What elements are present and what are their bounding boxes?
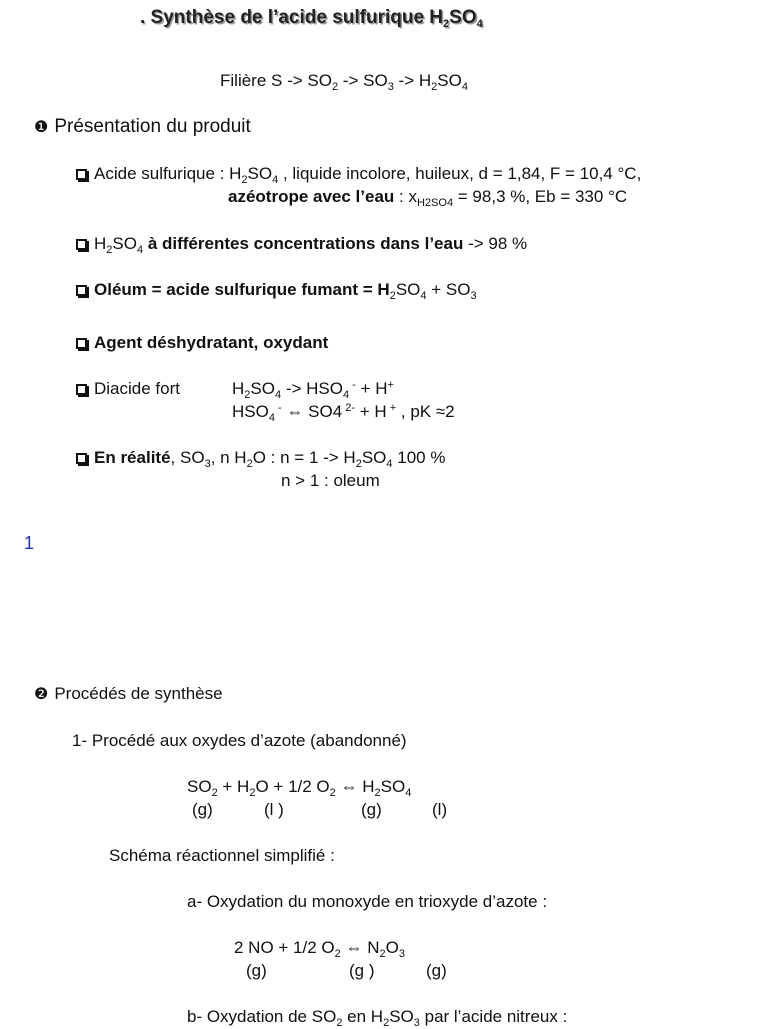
item-agent: Agent déshydratant, oxydant [76,333,328,353]
reaction-1-state-3: (l) [432,800,448,819]
reaction-2-state-1: (g ) [349,961,375,980]
item-oleum: Oléum = acide sulfurique fumant = $H_2SO_4 + SO_3$ [76,280,477,300]
reaction-1-state-1: (l ) [264,800,284,819]
step-b-heading: b- Oxydation de $SO_2$ en $H_2SO_3$ par l’acide nitreux : [187,1007,568,1029]
item-concentrations: $H_2SO_4$ à différentes concentrations dans l’eau -> 98 % [76,234,527,254]
item-acide-sulfurique: Acide sulfurique : $H_2SO_4$ , liquide incolore, huileux, d = 1,84, F = 10,4 °C, [76,164,641,184]
item-realite: En réalité, $SO_3$, n $H_2O$ : $n = 1 -> H_2SO_4$ 100 % [76,448,445,468]
bullet-1-icon: ❶ [34,119,49,136]
filiere-line: Filière $S -> SO_2 -> SO_3 -> H_2SO_4$ [220,71,468,93]
procede-1-heading: 1- Procédé aux oxydes d’azote (abandonné) [72,731,407,750]
checkbox-bullet-icon [76,169,87,180]
section-2-heading: ❷ Procédés de synthèse [34,684,223,703]
item-diacide: Diacide fort [76,379,180,399]
reaction-1-equation: $SO_2 + H_2O + 1/2$ $O_2$ ⇔ $H_2SO_4$ [187,777,412,799]
checkbox-bullet-icon [76,453,87,464]
section-1-heading: ❶ Présentation du produit [34,116,251,137]
page-title: . Synthèse de l’acide sulfurique $H_2SO_4$ [140,7,483,30]
checkbox-bullet-icon [76,239,87,250]
step-a-heading: a- Oxydation du monoxyde en trioxyde d’azote : [187,892,548,911]
schema-heading: Schéma réactionnel simplifié : [109,846,335,865]
reaction-2-equation: 2 NO + 1/2 $O_2$ ⇔ $N_2O_3$ [234,938,405,960]
page-number: 1 [24,533,35,553]
checkbox-bullet-icon [76,285,87,296]
diacide-equation-1: $H_2SO_4 -> HSO_4$ - + H+ [232,379,394,401]
realite-line-2: n > 1 : oleum [281,471,380,490]
checkbox-bullet-icon [76,384,87,395]
item-azeotrope: azéotrope avec l’eau : $x_{H2SO4} = 98,3$ %, Eb = 330 °C [228,187,628,209]
reaction-2-state-2: (g) [426,961,447,980]
reaction-1-state-2: (g) [361,800,382,819]
bullet-2-icon: ❷ [34,686,49,703]
reaction-2-state-0: (g) [246,961,267,980]
diacide-equation-2: $HSO_4$ - ⇔ SO4 $^{2-}$ + H + , pK ≈2 [232,402,455,424]
checkbox-bullet-icon [76,338,87,349]
reaction-1-state-0: (g) [192,800,213,819]
